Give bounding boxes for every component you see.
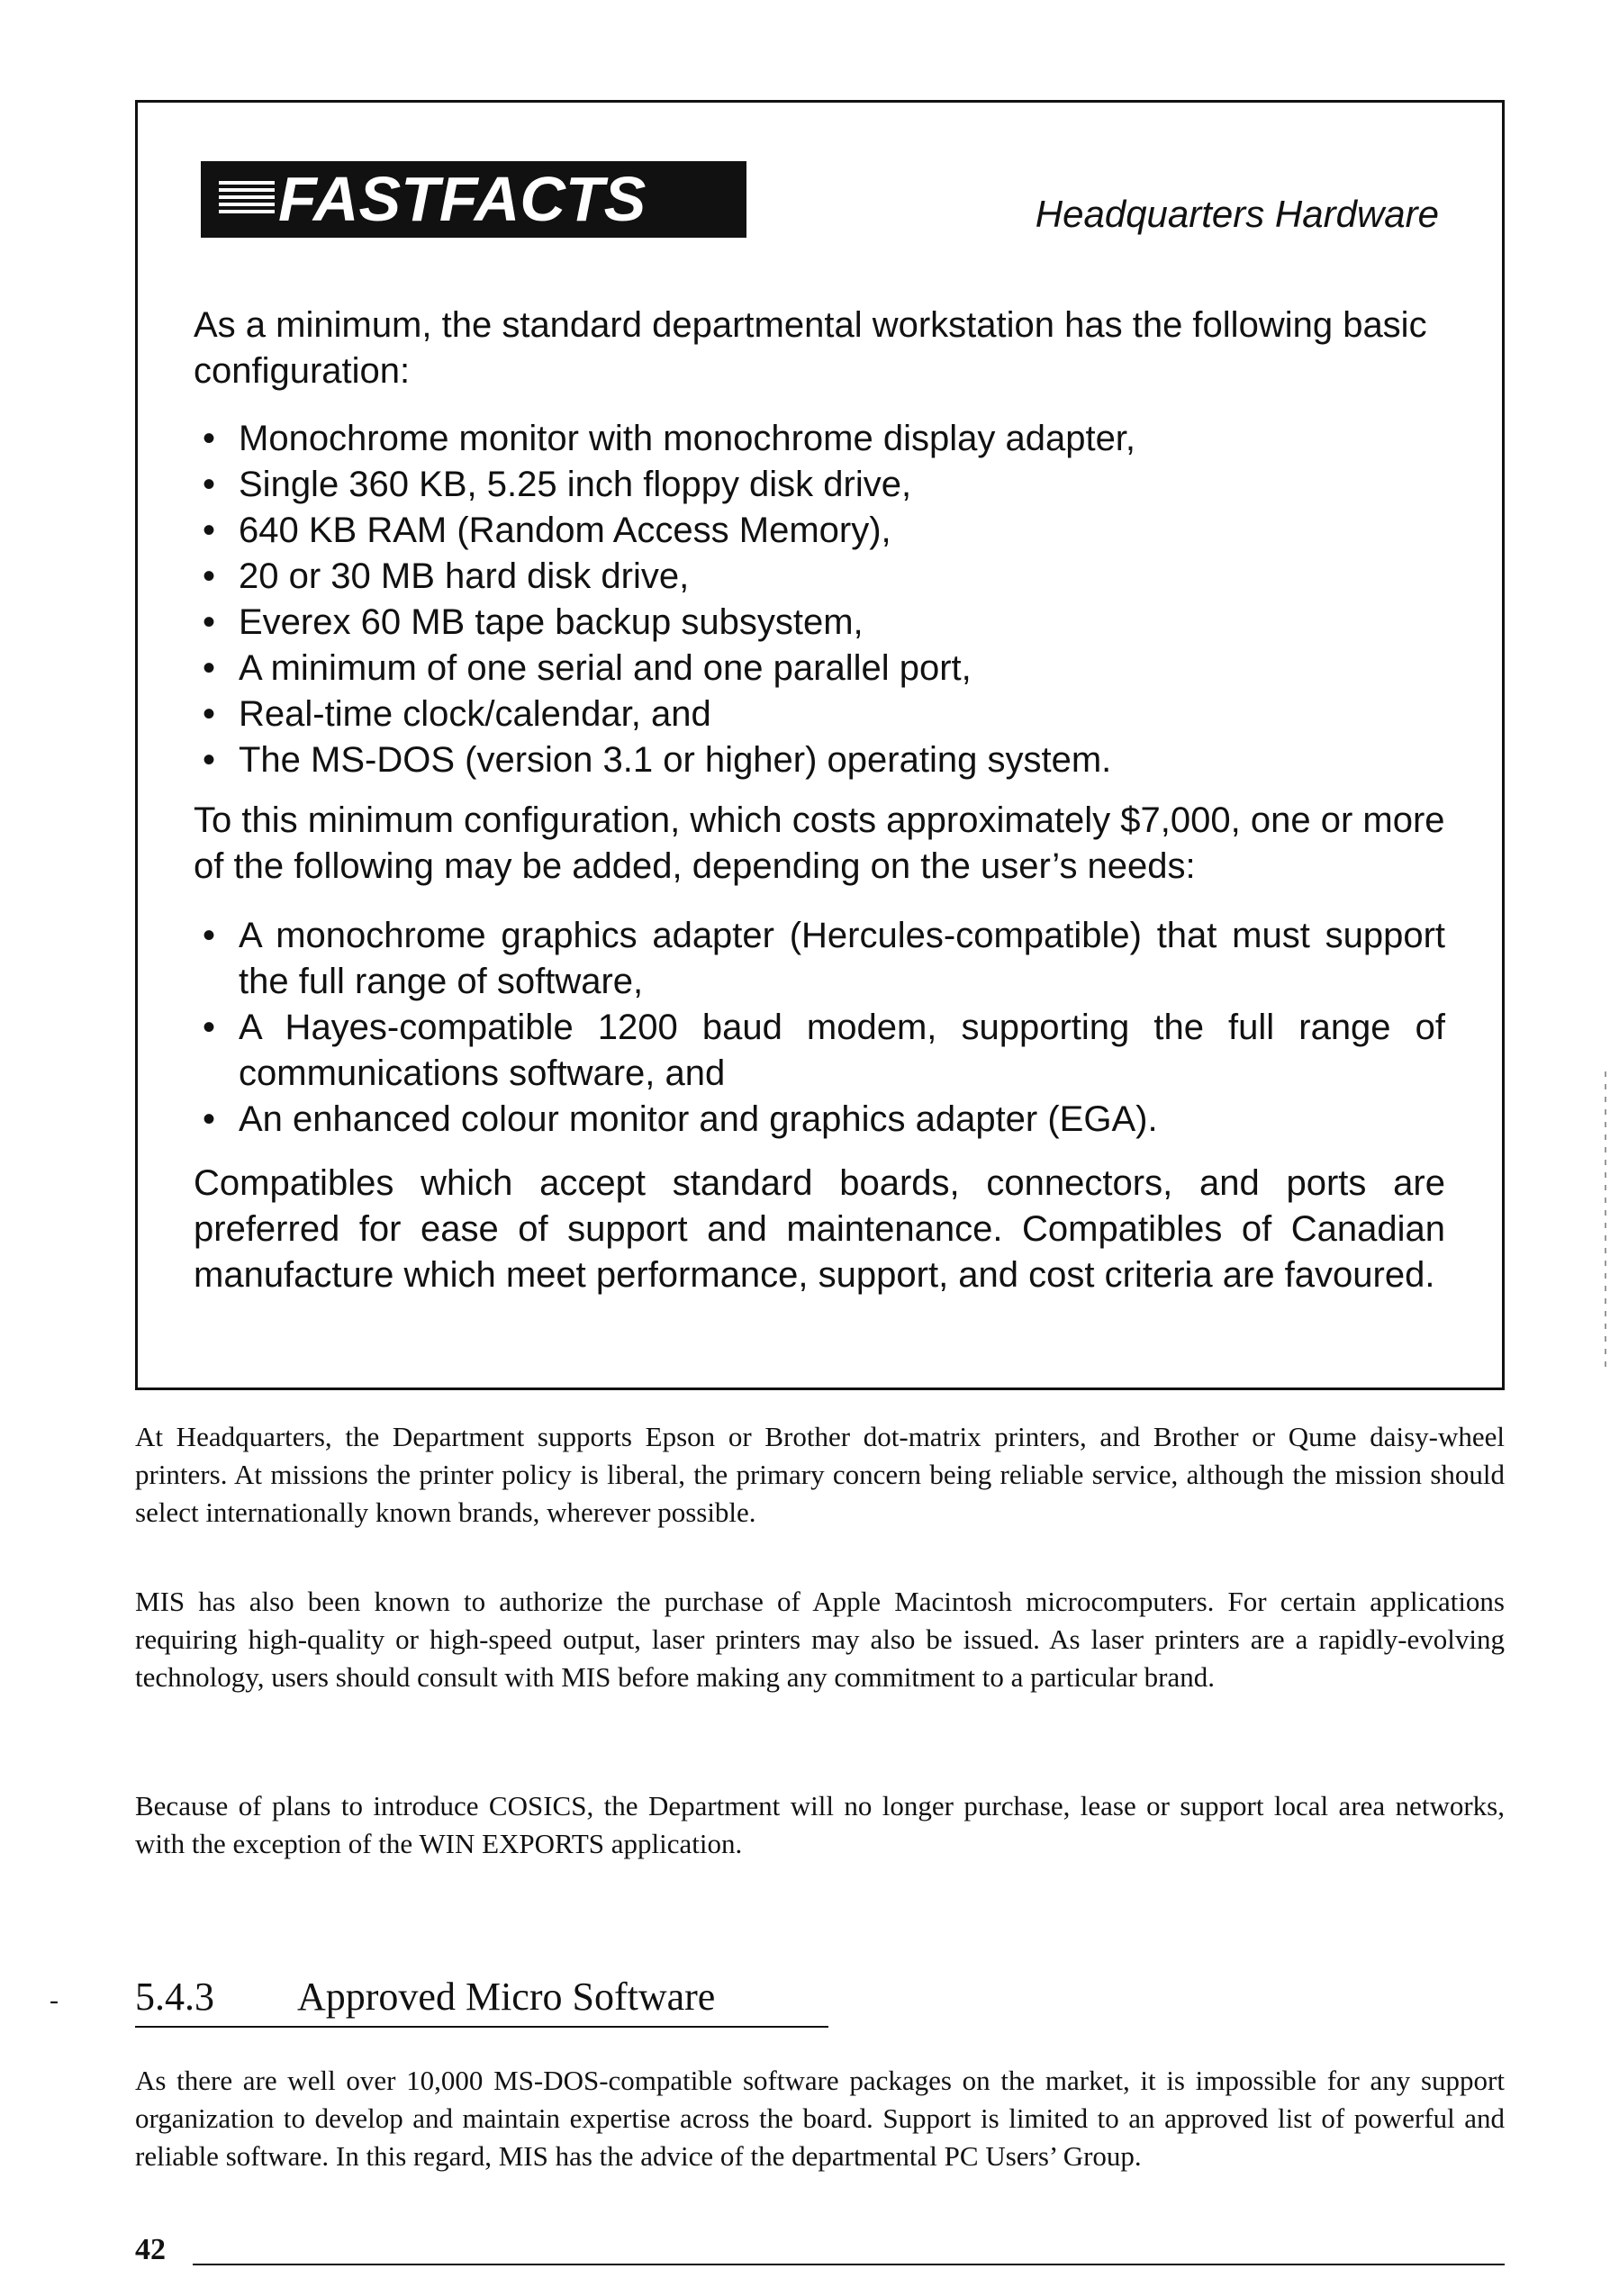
margin-mark: -	[50, 1985, 59, 2015]
minimum-config-list	[194, 416, 1445, 783]
fastfacts-badge	[201, 161, 746, 238]
scan-edge-mark	[1605, 1071, 1606, 1369]
fastfacts-intro: As a minimum, the standard departmental workstation has the following basic configuration:	[194, 305, 1427, 391]
fastfacts-badge-label: FASTFACTS	[278, 164, 647, 234]
section-title: Approved Micro Software	[297, 1975, 716, 2019]
footer-rule	[193, 2264, 1505, 2265]
cosics-paragraph: Because of plans to introduce COSICS, the Department will no longer purchase, lease or support local area networks, with the exception of the WIN EXPORTS application.	[135, 1790, 1505, 1859]
section-heading	[135, 1972, 828, 2028]
list-item: • The MS-DOS (version 3.1 or higher) operating system.	[203, 740, 1112, 780]
fastfacts-closing: Compatibles which accept standard boards, connectors, and ports are preferred for ease of support and maintenance. Compatibles of Canadian manufacture which meet performance, support, and cost criteria are favoured.	[194, 1163, 1445, 1295]
list-item: • A monochrome graphics adapter (Hercules-compatible) that must support the full range of software,	[203, 916, 1445, 1001]
list-item: • Everex 60 MB tape backup subsystem,	[203, 602, 864, 642]
section-number: 5.4.3	[135, 1975, 214, 2019]
list-item: • Monochrome monitor with monochrome display adapter,	[203, 419, 1136, 458]
list-item: • A Hayes-compatible 1200 baud modem, supporting the full range of communications software, and	[203, 1008, 1445, 1093]
fastfacts-box	[135, 100, 1505, 1390]
section-paragraph: As there are well over 10,000 MS-DOS-compatible software packages on the market, it is impossible for any support organization to develop and maintain expertise across the board. Support is limited to an approved list of powerful and reliable software. In this regard, MIS has the advice of the departmental PC Users’ Group.	[135, 2065, 1505, 2172]
addons-list	[194, 913, 1445, 1143]
lines-icon	[219, 181, 275, 217]
printers-paragraph: At Headquarters, the Department supports Epson or Brother dot-matrix printers, and Brother or Qume daisy-wheel printers. At missions the printer policy is liberal, the primary concern being reliable service, although the mission should select internationally known brands, wherever possible.	[135, 1421, 1505, 1528]
page-number: 42	[135, 2233, 166, 2266]
list-item: • 20 or 30 MB hard disk drive,	[203, 556, 690, 596]
list-item: • Single 360 KB, 5.25 inch floppy disk drive,	[203, 465, 912, 504]
macintosh-paragraph: MIS has also been known to authorize the purchase of Apple Macintosh microcomputers. For certain applications requiring high-quality or high-speed output, laser printers may also be issued. As laser printers are a rapidly-evolving technology, users should consult with MIS before making any commitment to a particular brand.	[135, 1586, 1505, 1693]
list-item: • An enhanced colour monitor and graphics adapter (EGA).	[203, 1099, 1158, 1139]
list-item: • 640 KB RAM (Random Access Memory),	[203, 511, 891, 550]
list-item: • A minimum of one serial and one parallel port,	[203, 648, 972, 688]
addons-intro: To this minimum configuration, which costs approximately $7,000, one or more of the following may be added, depending on the user’s needs:	[194, 800, 1445, 886]
list-item: • Real-time clock/calendar, and	[203, 694, 711, 734]
fastfacts-title: Headquarters Hardware	[1035, 193, 1439, 235]
